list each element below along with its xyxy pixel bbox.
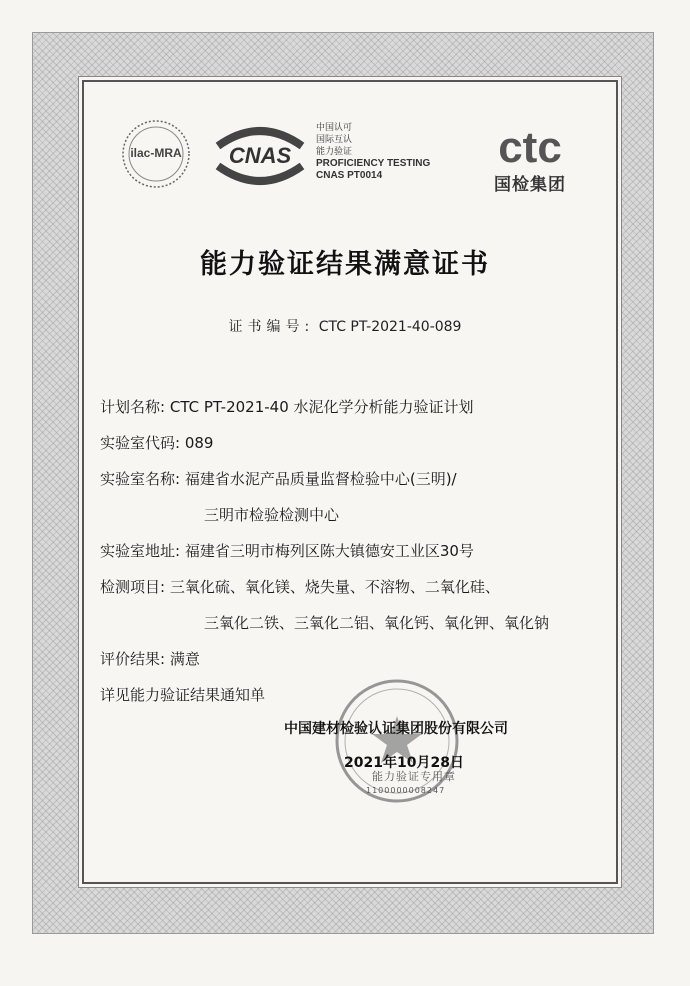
result-row [100,648,200,669]
test-items-label: 检测项目: [100,578,166,596]
certificate-number [0,316,690,336]
lab-code-value: 089 [184,434,214,452]
lab-code-label: 实验室代码: [100,434,181,452]
lab-address-value: 福建省三明市梅列区陈大镇德安工业区30号 [184,542,474,560]
logo-bar [0,118,690,198]
seal-number: 1100000008247 [366,786,446,795]
lab-name-continuation: 三明市检验检测中心 [204,506,340,524]
lab-address-row [100,540,474,561]
ctc-logo [486,126,574,174]
certificate-number-value: CTC PT-2021-40-089 [318,319,462,335]
seal-text: 能力验证专用章 [372,770,456,783]
cnas-info-line: 国际互认 [316,135,353,145]
lab-address-label: 实验室地址: [100,542,181,560]
result-label: 评价结果: [100,650,166,668]
issuing-company: 中国建材检验认证集团股份有限公司 [284,721,508,737]
lab-name-row [100,468,457,489]
cnas-info-line: 中国认可 [316,123,353,133]
cnas-info-line: 能力验证 [316,147,353,157]
plan-label: 计划名称: [100,398,166,416]
ilac-mra-text: ilac-MRA [130,146,182,160]
test-items-continuation: 三氧化二铁、三氧化二铝、氧化钙、氧化钾、氧化钠 [204,614,550,632]
test-items-row [100,576,500,597]
certificate-title: 能力验证结果满意证书 [200,249,490,280]
result-value: 满意 [169,650,200,668]
plan-row [100,396,474,417]
cnas-accreditation-info [316,122,430,182]
ctc-group-name: 国检集团 [494,175,566,195]
cnas-logo-text: CNAS [228,143,292,168]
issue-date: 2021年10月28日 [344,755,464,771]
test-items-value: 三氧化硫、氧化镁、烧失量、不溶物、二氧化硅、 [169,578,500,596]
lab-code-row [100,432,213,453]
ctc-logo-text: ctc [498,126,562,170]
cnas-info-line: PROFICIENCY TESTING [316,158,431,169]
lab-name-label: 实验室名称: [100,470,181,488]
result-note: 详见能力验证结果通知单 [100,686,266,704]
cnas-logo [212,124,308,190]
cnas-info-line: CNAS PT0014 [316,170,383,181]
lab-name-value: 福建省水泥产品质量监督检验中心(三明)/ [184,470,457,488]
plan-value: CTC PT-2021-40 水泥化学分析能力验证计划 [169,398,474,416]
certificate-number-label: 证书编号: [228,319,315,335]
ilac-mra-logo [120,118,192,194]
